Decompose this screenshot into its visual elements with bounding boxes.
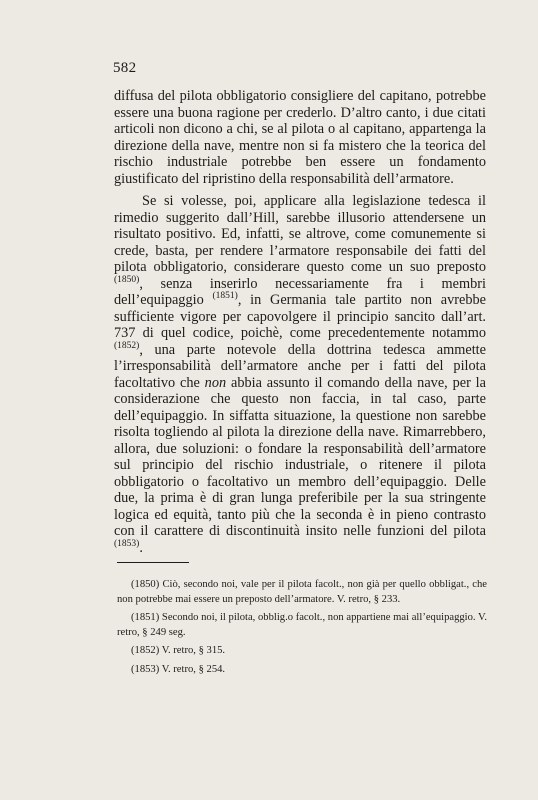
paragraph-text: diffusa del pilota obbligatorio consigliere del capitano, potrebbe essere una buona ragione per crederlo. D’altro canto, i due citati articoli non dicono a chi, se al pilota o al capitano, appartenga la direzione della nave, mentre non si fa mistero che la teorica del rischio industriale potrebbe ben essere un fondamento giustificato del ripristino della responsabilità dell’armatore. bbox=[114, 88, 486, 187]
paragraph-text: Se si volesse, poi, applicare alla legislazione tedesca il rimedio suggerito dall’Hill, sarebbe illusorio attendersene un risultato positivo. Ed, infatti, se altrove, come comunemente si crede, basta, per rendere l’armatore responsabile dei fatti del pilota obbligatorio, considerare questo come un suo preposto bbox=[114, 193, 486, 275]
paragraph-text: . bbox=[139, 539, 143, 556]
paragraph-text: , in Germania tale partito non avrebbe sufficiente vigore per capovolgere il principio sancito dall’art. 737 di quel codice, poichè, come precedentemente notammo bbox=[114, 292, 486, 341]
paragraph-text: , una parte notevole della dottrina tedesca ammette l’irresponsabilità dell’armatore anche per i fatti del pilota facoltativo che bbox=[114, 341, 486, 391]
footnote-reference: (1852) bbox=[114, 340, 140, 351]
footnote: (1853) V. retro, § 254. bbox=[131, 663, 226, 675]
footnote-reference: (1850) bbox=[114, 274, 140, 285]
footnote: (1851) Secondo noi, il pilota, obblig.o facolt., non appartiene mai all’equipaggio. V. retro, § 249 seg. bbox=[117, 612, 487, 638]
footnote-reference: (1851) bbox=[212, 291, 238, 302]
footnote: (1852) V. retro, § 315. bbox=[131, 645, 226, 656]
paragraph-text: , senza inserirlo necessariamente fra i membri dell’equipaggio bbox=[114, 275, 486, 308]
body-text bbox=[114, 88, 486, 556]
footnote-divider bbox=[117, 562, 189, 563]
paragraph-text: abbia assunto il comando della nave, per la considerazione che questo non faccia, in tal caso, parte dell’equipaggio. In siffatta situazione, la questione non sarebbe risolta togliendo al pilota la direzione della nave. Rimarrebbero, allora, due soluzioni: o fondare la responsabilità dell’armatore sul principio del rischio industriale, o ritenere il pilota obbligatorio o facoltativo un membro dell’equipaggio. Delle due, la prima è di gran lunga preferibile per la sua stringente logica ed equità, tanto più che la seconda è in pieno contrasto con il carattere di discontinuità insito nelle funzioni del pilota bbox=[114, 374, 487, 539]
emphasis: non bbox=[204, 374, 227, 391]
footnotes bbox=[117, 578, 487, 681]
footnote: (1850) Ciò, secondo noi, vale per il pilota facolt., non già per quello obbligat., che non potrebbe mai essere un preposto dell’armatore. V. retro, § 233. bbox=[117, 579, 487, 605]
footnote-reference: (1853) bbox=[114, 538, 140, 549]
paragraph-1 bbox=[114, 88, 486, 187]
page-number: 582 bbox=[113, 60, 137, 76]
paragraph-2 bbox=[114, 193, 486, 556]
